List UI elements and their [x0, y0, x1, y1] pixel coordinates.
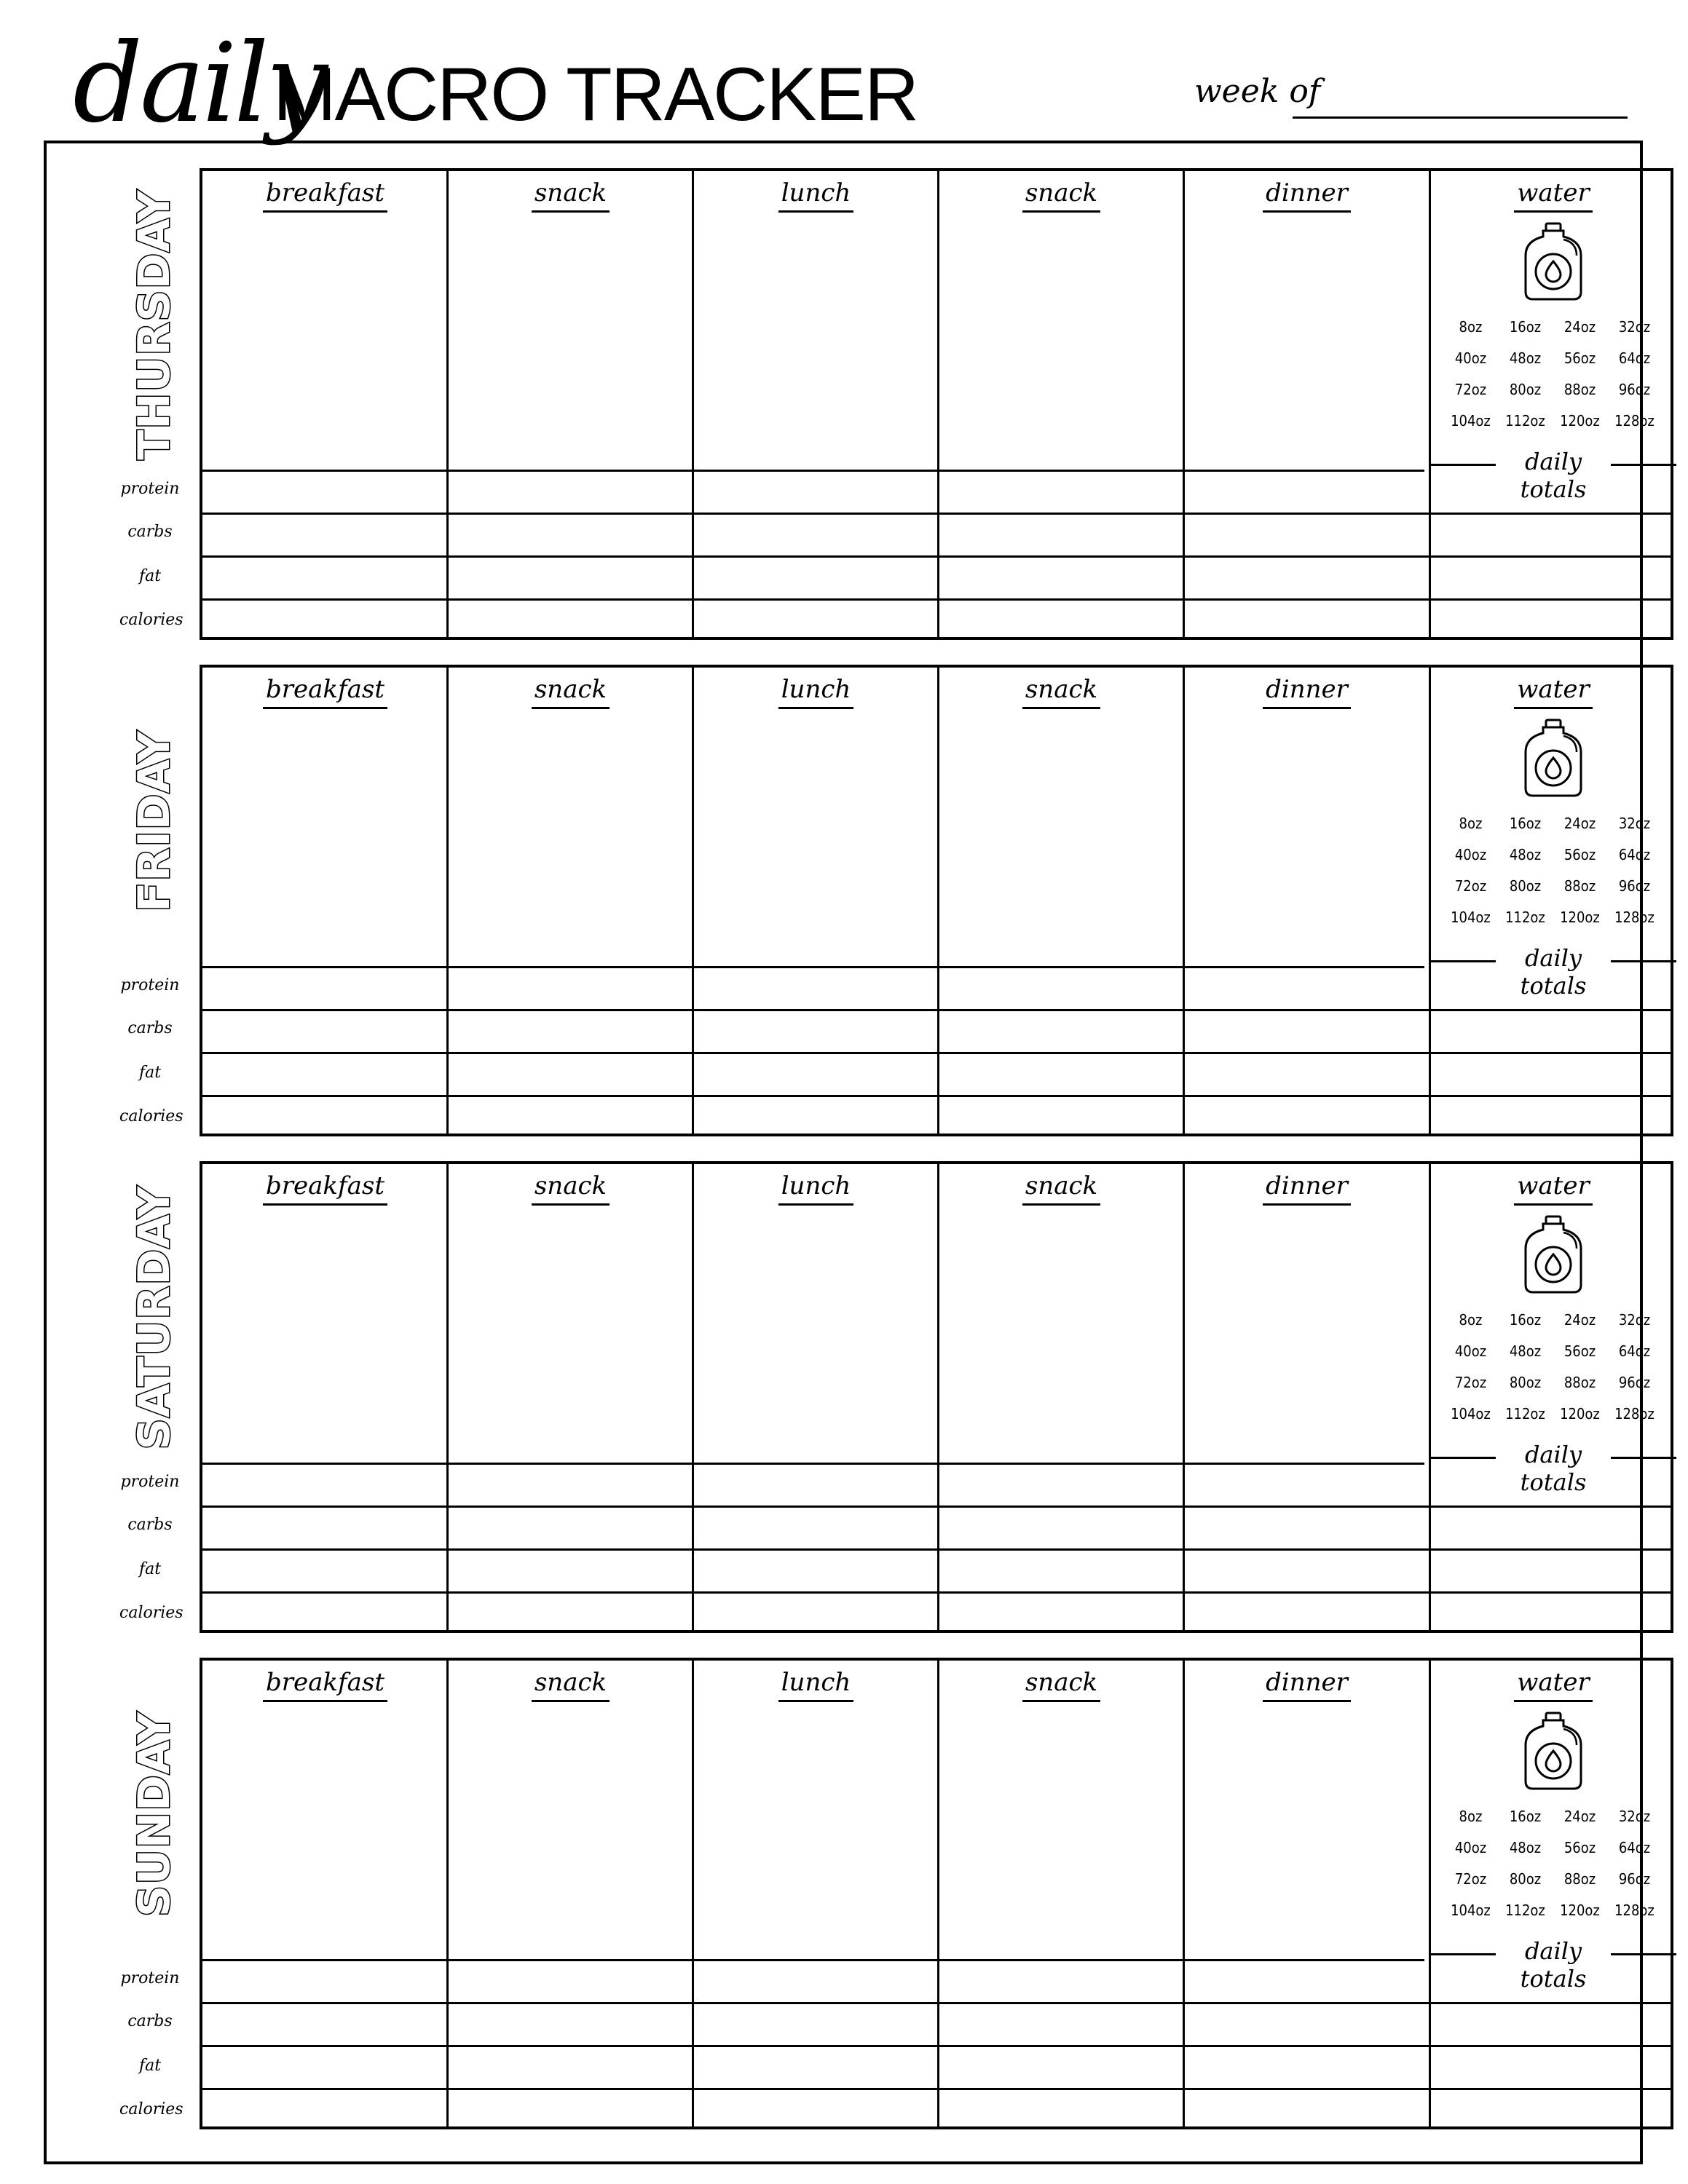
water-oz-checkbox[interactable]: 24oz	[1563, 1808, 1596, 1825]
water-oz-grid	[1443, 813, 1662, 927]
meal-header-lunch	[693, 178, 939, 213]
meal-grid	[200, 1658, 1673, 2129]
macro-entry-cell[interactable]	[448, 1052, 693, 1095]
water-oz-checkbox[interactable]: 32oz	[1618, 318, 1651, 336]
water-oz-checkbox[interactable]: 88oz	[1563, 1374, 1596, 1391]
macro-label-protein: protein	[120, 480, 180, 498]
macro-entry-cell[interactable]	[1184, 966, 1430, 1009]
meal-entry-cell[interactable]	[693, 171, 939, 470]
macro-entry-cell[interactable]	[202, 1506, 448, 1548]
macro-entry-cell[interactable]	[202, 1052, 448, 1095]
meal-header-label: dinner	[1263, 1171, 1351, 1206]
meal-header-snack	[939, 1668, 1184, 1702]
meal-header-breakfast	[202, 1668, 448, 1702]
meal-header-label: lunch	[778, 1668, 854, 1702]
meal-entry-cell[interactable]	[1184, 1164, 1430, 1463]
macro-entry-cell[interactable]	[693, 598, 939, 637]
water-oz-checkbox[interactable]: 40oz	[1454, 846, 1487, 863]
water-oz-checkbox[interactable]: 48oz	[1509, 1342, 1542, 1360]
macro-label-protein: protein	[120, 1969, 180, 1987]
water-tracker	[1430, 1164, 1676, 1496]
macro-entry-cell[interactable]	[448, 1095, 693, 1133]
water-jug-icon	[1518, 222, 1588, 302]
macro-label-protein: protein	[120, 976, 180, 994]
macro-label-fat: fat	[138, 1560, 162, 1578]
water-oz-checkbox[interactable]: 8oz	[1459, 318, 1483, 336]
title-script: daily	[73, 20, 326, 147]
water-oz-checkbox[interactable]: 8oz	[1459, 1311, 1483, 1329]
meal-header-snack	[939, 1171, 1184, 1206]
daily-totals-label: daily totals	[1496, 1937, 1611, 1993]
meal-header-breakfast	[202, 178, 448, 213]
water-oz-checkbox[interactable]: 96oz	[1618, 877, 1651, 895]
macro-entry-cell[interactable]	[693, 1052, 939, 1095]
day-name-text: SUNDAY	[129, 1711, 180, 1918]
macro-entry-cell[interactable]	[202, 555, 448, 598]
macro-entry-cell[interactable]	[939, 1052, 1184, 1095]
macro-entry-cell[interactable]	[1184, 2088, 1430, 2126]
macro-entry-cell[interactable]	[939, 966, 1184, 1009]
water-oz-checkbox[interactable]: 112oz	[1505, 909, 1545, 926]
meal-header-dinner	[1184, 1171, 1429, 1206]
macro-label-calories: calories	[119, 611, 184, 629]
macro-label-calories: calories	[119, 2100, 184, 2118]
totals-rule	[1611, 960, 1676, 962]
water-oz-checkbox[interactable]: 16oz	[1509, 1311, 1542, 1329]
meal-header-snack	[448, 178, 693, 213]
totals-rule	[1430, 960, 1496, 962]
macro-entry-cell[interactable]	[693, 1095, 939, 1133]
water-oz-checkbox[interactable]: 96oz	[1618, 381, 1651, 398]
macro-entry-cell[interactable]	[1184, 1052, 1430, 1095]
water-oz-checkbox[interactable]: 104oz	[1451, 412, 1491, 430]
totals-rule	[1430, 464, 1496, 466]
macro-entry-cell[interactable]	[202, 966, 448, 1009]
water-oz-checkbox[interactable]: 128oz	[1614, 1405, 1655, 1423]
macro-entry-cell[interactable]	[1430, 470, 1673, 513]
macro-entry-cell[interactable]	[448, 513, 693, 555]
macro-entry-cell[interactable]	[1430, 2088, 1673, 2126]
macro-entry-cell[interactable]	[1430, 1506, 1673, 1548]
macro-entry-cell[interactable]	[1184, 1959, 1430, 2002]
meal-entry-cell[interactable]	[448, 1164, 693, 1463]
macro-entry-cell[interactable]	[939, 555, 1184, 598]
macro-entry-cell[interactable]	[448, 2002, 693, 2045]
day-name-text: THURSDAY	[129, 189, 180, 460]
meal-header-label: snack	[532, 1668, 610, 1702]
daily-totals-label: daily totals	[1496, 944, 1611, 1000]
macro-entry-cell[interactable]	[1430, 1463, 1673, 1506]
macro-label-fat: fat	[138, 567, 162, 585]
water-oz-checkbox[interactable]: 128oz	[1614, 412, 1655, 430]
macro-entry-cell[interactable]	[693, 1959, 939, 2002]
day-name-text: FRIDAY	[129, 730, 180, 912]
water-oz-checkbox[interactable]: 120oz	[1560, 412, 1600, 430]
macro-label-carbs: carbs	[127, 2012, 173, 2030]
macro-entry-cell[interactable]	[448, 1506, 693, 1548]
meal-entry-cell[interactable]	[693, 668, 939, 966]
meal-header-snack	[448, 1171, 693, 1206]
macro-entry-cell[interactable]	[448, 2088, 693, 2126]
day-section	[47, 1161, 1655, 1642]
water-oz-checkbox[interactable]: 120oz	[1560, 1405, 1600, 1423]
daily-totals-label: daily totals	[1496, 448, 1611, 503]
macro-entry-cell[interactable]	[1184, 555, 1430, 598]
meal-header-label: snack	[1022, 675, 1100, 709]
meal-header-label: breakfast	[263, 178, 387, 213]
water-oz-checkbox[interactable]: 80oz	[1509, 1374, 1542, 1391]
water-oz-checkbox[interactable]: 88oz	[1563, 381, 1596, 398]
macro-entry-cell[interactable]	[1184, 513, 1430, 555]
water-oz-checkbox[interactable]: 40oz	[1454, 349, 1487, 367]
totals-rule	[1430, 1457, 1496, 1459]
water-oz-checkbox[interactable]: 64oz	[1618, 1839, 1651, 1856]
macro-entry-cell[interactable]	[1430, 1009, 1673, 1052]
meal-grid	[200, 665, 1673, 1136]
macro-entry-cell[interactable]	[1430, 598, 1673, 637]
macro-entry-cell[interactable]	[1184, 470, 1430, 513]
water-jug-icon	[1518, 1215, 1588, 1295]
water-oz-checkbox[interactable]: 72oz	[1454, 1870, 1487, 1888]
meal-entry-cell[interactable]	[693, 1661, 939, 1959]
water-oz-checkbox[interactable]: 96oz	[1618, 1870, 1651, 1888]
tracker-frame	[44, 141, 1655, 2164]
meal-entry-cell[interactable]	[202, 668, 448, 966]
meal-entry-cell[interactable]	[939, 1661, 1184, 1959]
meal-header-label: breakfast	[263, 675, 387, 709]
water-oz-checkbox[interactable]: 112oz	[1505, 1405, 1545, 1423]
water-oz-checkbox[interactable]: 24oz	[1563, 815, 1596, 832]
macro-entry-cell[interactable]	[693, 470, 939, 513]
water-oz-checkbox[interactable]: 128oz	[1614, 1902, 1655, 1919]
water-oz-checkbox[interactable]: 48oz	[1509, 846, 1542, 863]
macro-entry-cell[interactable]	[693, 513, 939, 555]
water-oz-checkbox[interactable]: 24oz	[1563, 318, 1596, 336]
water-oz-checkbox[interactable]: 56oz	[1563, 349, 1596, 367]
water-oz-checkbox[interactable]: 48oz	[1509, 1839, 1542, 1856]
meal-entry-cell[interactable]	[448, 668, 693, 966]
meal-header-label: snack	[1022, 1668, 1100, 1702]
water-oz-checkbox[interactable]: 8oz	[1459, 815, 1483, 832]
meal-entry-cell[interactable]	[448, 171, 693, 470]
meal-entry-cell[interactable]	[939, 171, 1184, 470]
macro-entry-cell[interactable]	[1184, 598, 1430, 637]
meal-grid	[200, 168, 1673, 640]
meal-entry-cell[interactable]	[939, 668, 1184, 966]
macro-entry-cell[interactable]	[1430, 1548, 1673, 1591]
macro-entry-cell[interactable]	[693, 2002, 939, 2045]
water-oz-checkbox[interactable]: 72oz	[1454, 877, 1487, 895]
water-oz-checkbox[interactable]: 72oz	[1454, 381, 1487, 398]
meal-header-dinner	[1184, 178, 1429, 213]
water-oz-checkbox[interactable]: 16oz	[1509, 815, 1542, 832]
macro-entry-cell[interactable]	[693, 966, 939, 1009]
meal-header-label: water	[1514, 675, 1592, 709]
macro-entry-cell[interactable]	[939, 1591, 1184, 1630]
meal-header-label: snack	[532, 675, 610, 709]
macro-entry-cell[interactable]	[448, 1463, 693, 1506]
water-oz-checkbox[interactable]: 40oz	[1454, 1839, 1487, 1856]
water-oz-checkbox[interactable]: 72oz	[1454, 1374, 1487, 1391]
macro-label-carbs: carbs	[127, 523, 173, 541]
water-oz-checkbox[interactable]: 104oz	[1451, 909, 1491, 926]
water-oz-checkbox[interactable]: 40oz	[1454, 1342, 1487, 1360]
macro-entry-cell[interactable]	[939, 1009, 1184, 1052]
water-oz-checkbox[interactable]: 56oz	[1563, 846, 1596, 863]
water-oz-grid	[1443, 1310, 1662, 1424]
macro-entry-cell[interactable]	[1184, 1095, 1430, 1133]
day-section	[47, 168, 1655, 649]
macro-entry-cell[interactable]	[448, 555, 693, 598]
macro-entry-cell[interactable]	[448, 2045, 693, 2088]
water-oz-checkbox[interactable]: 88oz	[1563, 877, 1596, 895]
macro-entry-cell[interactable]	[693, 1506, 939, 1548]
water-oz-checkbox[interactable]: 80oz	[1509, 381, 1542, 398]
meal-header-label: snack	[1022, 1171, 1100, 1206]
macro-entry-cell[interactable]	[202, 1095, 448, 1133]
meal-entry-cell[interactable]	[202, 171, 448, 470]
macro-entry-cell[interactable]	[939, 1548, 1184, 1591]
meal-header-snack	[448, 675, 693, 709]
macro-label-calories: calories	[119, 1604, 184, 1622]
meal-header-lunch	[693, 1668, 939, 1702]
water-oz-checkbox[interactable]: 64oz	[1618, 846, 1651, 863]
macro-entry-cell[interactable]	[202, 513, 448, 555]
day-section	[47, 665, 1655, 1145]
week-of-field[interactable]	[1293, 116, 1628, 119]
macro-entry-cell[interactable]	[1430, 513, 1673, 555]
water-oz-checkbox[interactable]: 112oz	[1505, 1902, 1545, 1919]
macro-entry-cell[interactable]	[939, 2002, 1184, 2045]
meal-entry-cell[interactable]	[1184, 171, 1430, 470]
water-oz-checkbox[interactable]: 48oz	[1509, 349, 1542, 367]
water-oz-checkbox[interactable]: 24oz	[1563, 1311, 1596, 1329]
macro-entry-cell[interactable]	[693, 1548, 939, 1591]
meal-header-label: breakfast	[263, 1668, 387, 1702]
macro-entry-cell[interactable]	[448, 1959, 693, 2002]
macro-entry-cell[interactable]	[693, 1009, 939, 1052]
macro-entry-cell[interactable]	[1430, 1591, 1673, 1630]
macro-entry-cell[interactable]	[202, 2088, 448, 2126]
meal-header-breakfast	[202, 675, 448, 709]
macro-entry-cell[interactable]	[1430, 1959, 1673, 2002]
water-oz-checkbox[interactable]: 32oz	[1618, 1311, 1651, 1329]
totals-rule	[1430, 1953, 1496, 1955]
water-oz-checkbox[interactable]: 80oz	[1509, 877, 1542, 895]
macro-entry-cell[interactable]	[939, 470, 1184, 513]
meal-header-label: water	[1514, 178, 1592, 213]
meal-header-dinner	[1184, 1668, 1429, 1702]
meal-header-label: lunch	[778, 1171, 854, 1206]
totals-rule	[1611, 1953, 1676, 1955]
macro-label-calories: calories	[119, 1107, 184, 1125]
meal-header-label: dinner	[1263, 675, 1351, 709]
macro-entry-cell[interactable]	[202, 470, 448, 513]
water-oz-checkbox[interactable]: 120oz	[1560, 909, 1600, 926]
meal-header-label: dinner	[1263, 178, 1351, 213]
meal-header-label: lunch	[778, 675, 854, 709]
macro-entry-cell[interactable]	[202, 1591, 448, 1630]
water-oz-checkbox[interactable]: 8oz	[1459, 1808, 1483, 1825]
macro-entry-cell[interactable]	[448, 1591, 693, 1630]
meal-header-lunch	[693, 1171, 939, 1206]
water-oz-checkbox[interactable]: 16oz	[1509, 1808, 1542, 1825]
day-name-text: SATURDAY	[129, 1185, 180, 1450]
macro-entry-cell[interactable]	[1430, 2002, 1673, 2045]
macro-entry-cell[interactable]	[1184, 1009, 1430, 1052]
macro-entry-cell[interactable]	[448, 598, 693, 637]
water-tracker	[1430, 171, 1676, 503]
macro-entry-cell[interactable]	[202, 1548, 448, 1591]
meal-header-label: breakfast	[263, 1171, 387, 1206]
macro-entry-cell[interactable]	[1430, 1095, 1673, 1133]
macro-entry-cell[interactable]	[1184, 2002, 1430, 2045]
day-section	[47, 1658, 1655, 2138]
water-oz-checkbox[interactable]: 104oz	[1451, 1405, 1491, 1423]
macro-entry-cell[interactable]	[448, 966, 693, 1009]
meal-entry-cell[interactable]	[448, 1661, 693, 1959]
water-oz-checkbox[interactable]: 128oz	[1614, 909, 1655, 926]
water-oz-checkbox[interactable]: 64oz	[1618, 349, 1651, 367]
meal-header-label: snack	[1022, 178, 1100, 213]
macro-entry-cell[interactable]	[202, 2002, 448, 2045]
meal-entry-cell[interactable]	[202, 1661, 448, 1959]
water-jug-icon	[1518, 1712, 1588, 1792]
meal-header-snack	[448, 1668, 693, 1702]
water-tracker	[1430, 668, 1676, 1000]
meal-header-snack	[939, 178, 1184, 213]
macro-entry-cell[interactable]	[1430, 555, 1673, 598]
daily-totals-label: daily totals	[1496, 1441, 1611, 1496]
macro-entry-cell[interactable]	[202, 1009, 448, 1052]
macro-entry-cell[interactable]	[448, 1009, 693, 1052]
meal-entry-cell[interactable]	[939, 1164, 1184, 1463]
macro-entry-cell[interactable]	[693, 1591, 939, 1630]
water-oz-checkbox[interactable]: 16oz	[1509, 318, 1542, 336]
meal-header-label: snack	[532, 178, 610, 213]
meal-header-lunch	[693, 675, 939, 709]
meal-grid	[200, 1161, 1673, 1633]
macro-entry-cell[interactable]	[939, 2088, 1184, 2126]
macro-entry-cell[interactable]	[693, 2088, 939, 2126]
page-title: MACRO TRACKER	[273, 52, 918, 137]
water-oz-checkbox[interactable]: 32oz	[1618, 815, 1651, 832]
macro-label-fat: fat	[138, 1064, 162, 1082]
water-oz-checkbox[interactable]: 88oz	[1563, 1870, 1596, 1888]
water-oz-checkbox[interactable]: 96oz	[1618, 1374, 1651, 1391]
macro-entry-cell[interactable]	[1184, 1548, 1430, 1591]
macro-entry-cell[interactable]	[1184, 1463, 1430, 1506]
macro-entry-cell[interactable]	[939, 1095, 1184, 1133]
meal-entry-cell[interactable]	[1184, 1661, 1430, 1959]
macro-entry-cell[interactable]	[202, 1463, 448, 1506]
meal-header-dinner	[1184, 675, 1429, 709]
totals-rule	[1611, 464, 1676, 466]
meal-header-label: water	[1514, 1171, 1592, 1206]
water-oz-checkbox[interactable]: 64oz	[1618, 1342, 1651, 1360]
macro-entry-cell[interactable]	[939, 598, 1184, 637]
water-oz-checkbox[interactable]: 80oz	[1509, 1870, 1542, 1888]
meal-header-snack	[939, 675, 1184, 709]
macro-entry-cell[interactable]	[448, 470, 693, 513]
meal-entry-cell[interactable]	[1184, 668, 1430, 966]
macro-entry-cell[interactable]	[693, 2045, 939, 2088]
macro-entry-cell[interactable]	[939, 1463, 1184, 1506]
macro-entry-cell[interactable]	[202, 598, 448, 637]
water-oz-checkbox[interactable]: 112oz	[1505, 412, 1545, 430]
macro-entry-cell[interactable]	[1430, 1052, 1673, 1095]
macro-entry-cell[interactable]	[693, 555, 939, 598]
macro-label-protein: protein	[120, 1473, 180, 1491]
macro-entry-cell[interactable]	[1430, 2045, 1673, 2088]
water-oz-checkbox[interactable]: 56oz	[1563, 1342, 1596, 1360]
macro-entry-cell[interactable]	[1184, 1506, 1430, 1548]
macro-entry-cell[interactable]	[448, 1548, 693, 1591]
macro-label-fat: fat	[138, 2057, 162, 2075]
macro-entry-cell[interactable]	[693, 1463, 939, 1506]
water-jug-icon	[1518, 719, 1588, 799]
macro-label-carbs: carbs	[127, 1516, 173, 1534]
water-oz-grid	[1443, 1806, 1662, 1920]
macro-entry-cell[interactable]	[939, 2045, 1184, 2088]
meal-header-label: snack	[532, 1171, 610, 1206]
meal-entry-cell[interactable]	[202, 1164, 448, 1463]
macro-label-carbs: carbs	[127, 1019, 173, 1037]
macro-entry-cell[interactable]	[1430, 966, 1673, 1009]
water-oz-checkbox[interactable]: 32oz	[1618, 1808, 1651, 1825]
week-of-label: week of	[1194, 73, 1321, 110]
macro-entry-cell[interactable]	[1184, 2045, 1430, 2088]
water-oz-grid	[1443, 317, 1662, 431]
water-tracker	[1430, 1661, 1676, 1993]
macro-entry-cell[interactable]	[1184, 1591, 1430, 1630]
macro-entry-cell[interactable]	[939, 1959, 1184, 2002]
macro-entry-cell[interactable]	[202, 2045, 448, 2088]
meal-header-breakfast	[202, 1171, 448, 1206]
macro-entry-cell[interactable]	[202, 1959, 448, 2002]
water-oz-checkbox[interactable]: 120oz	[1560, 1902, 1600, 1919]
meal-entry-cell[interactable]	[693, 1164, 939, 1463]
water-oz-checkbox[interactable]: 56oz	[1563, 1839, 1596, 1856]
totals-rule	[1611, 1457, 1676, 1459]
meal-header-label: lunch	[778, 178, 854, 213]
meal-header-label: water	[1514, 1668, 1592, 1702]
macro-entry-cell[interactable]	[939, 513, 1184, 555]
macro-entry-cell[interactable]	[939, 1506, 1184, 1548]
meal-header-label: dinner	[1263, 1668, 1351, 1702]
water-oz-checkbox[interactable]: 104oz	[1451, 1902, 1491, 1919]
